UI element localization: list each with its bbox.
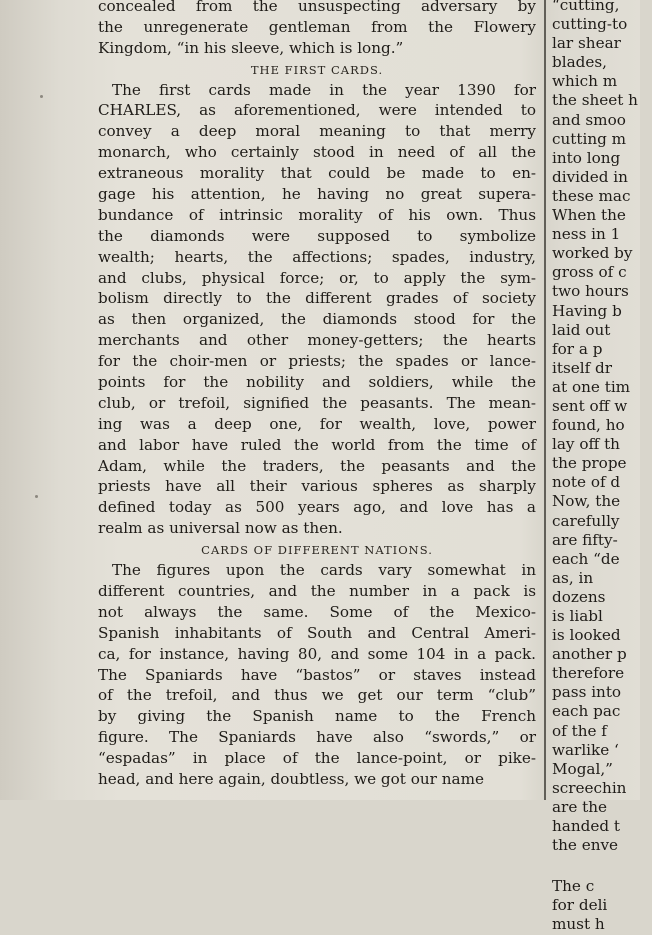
fragment-line: each “de bbox=[552, 549, 620, 568]
fragment-line: are fifty- bbox=[552, 530, 618, 549]
fragment-line: “cutting, bbox=[552, 0, 620, 14]
fragment-line: for a p bbox=[552, 339, 603, 358]
fragment-line: laid out bbox=[552, 320, 611, 339]
fragment-line: carefully bbox=[552, 511, 620, 530]
fragment-line: the prope bbox=[552, 454, 627, 473]
fragment-line: are the bbox=[552, 797, 608, 816]
fragment-line: is looked bbox=[552, 626, 621, 645]
fragment-line: itself dr bbox=[552, 358, 613, 377]
article-line: ing was a deep one, for wealth, love, power bbox=[98, 414, 536, 433]
fragment-line: cutting-to bbox=[552, 15, 628, 34]
fragment-line: handed t bbox=[552, 817, 620, 836]
fragment-line: which m bbox=[552, 72, 618, 91]
article-line: ca, for instance, having 80, and some 104 in a pack. bbox=[98, 644, 536, 663]
fragment-line: divided in bbox=[552, 167, 628, 186]
fragment-line: note of d bbox=[552, 473, 621, 492]
fragment-line: sent off w bbox=[552, 396, 628, 415]
fragment-line: lar shear bbox=[552, 34, 621, 53]
fragment-line: must h bbox=[552, 915, 605, 934]
fragment-line: When the bbox=[552, 206, 626, 225]
column-rule bbox=[544, 0, 546, 800]
article-line: “espadas” in place of the lance-point, or pike- bbox=[98, 749, 536, 768]
fragment-line: of the f bbox=[552, 721, 607, 740]
article-line: by giving the Spanish name to the French bbox=[98, 707, 536, 726]
fragment-line: therefore bbox=[552, 664, 625, 683]
article-line: for the choir-men or priests; the spades or lance- bbox=[98, 352, 536, 371]
fragment-line: screechin bbox=[552, 778, 627, 797]
article-line: Kingdom, “in his sleeve, which is long.” bbox=[98, 38, 404, 57]
fragment-line: two hours bbox=[552, 282, 629, 301]
fragment-line: as, in bbox=[552, 568, 594, 587]
article-line: points for the nobility and soldiers, while the bbox=[98, 373, 536, 392]
fragment-line: found, ho bbox=[552, 416, 625, 435]
article-line: club, or trefoil, signified the peasants. The mean- bbox=[98, 393, 536, 412]
section-heading: CARDS OF DIFFERENT NATIONS. bbox=[201, 543, 433, 558]
fragment-line: dozens bbox=[552, 587, 606, 606]
article-line: The first cards made in the year 1390 for bbox=[112, 80, 536, 99]
article-line: realm as universal now as then. bbox=[98, 519, 343, 538]
paper-speck bbox=[35, 495, 38, 498]
article-line: and labor have ruled the world from the time of bbox=[98, 435, 536, 454]
fragment-line: cutting m bbox=[552, 129, 627, 148]
fragment-line: pass into bbox=[552, 683, 622, 702]
article-line: priests have all their various spheres as sharply bbox=[98, 477, 536, 496]
article-line: of the trefoil, and thus we get our term “club” bbox=[98, 686, 536, 705]
article-line: extraneous morality that could be made to en- bbox=[98, 164, 536, 183]
fragment-line: gross of c bbox=[552, 263, 627, 282]
adjacent-column-fragment bbox=[552, 0, 652, 935]
article-line: head, and here again, doubtless, we got our name bbox=[98, 769, 484, 788]
fragment-line: Mogal,” bbox=[552, 759, 613, 778]
fragment-line: the enve bbox=[552, 836, 619, 855]
fragment-line: these mac bbox=[552, 186, 631, 205]
fragment-line: another p bbox=[552, 645, 627, 664]
fragment-line: ness in 1 bbox=[552, 225, 621, 244]
article-line: The figures upon the cards vary somewhat in bbox=[112, 561, 536, 580]
article-line: as then organized, the diamonds stood for the bbox=[98, 310, 536, 329]
article-line: merchants and other money-getters; the hearts bbox=[98, 331, 536, 350]
article-line: wealth; hearts, the affections; spades, industry, bbox=[98, 247, 536, 266]
article-line: the unregenerate gentleman from the Flowery bbox=[98, 17, 536, 36]
fragment-line: the sheet h bbox=[552, 91, 638, 110]
fragment-line: worked by bbox=[552, 244, 633, 263]
article-line: bolism directly to the different grades of society bbox=[98, 289, 536, 308]
article-line: defined today as 500 years ago, and love has a bbox=[98, 498, 536, 517]
article-line: convey a deep moral meaning to that merry bbox=[98, 122, 536, 141]
fragment-line: warlike ‘ bbox=[552, 740, 619, 759]
article-line: monarch, who certainly stood in need of all the bbox=[98, 143, 536, 162]
article-column bbox=[98, 0, 536, 790]
article-line: Adam, while the traders, the peasants and the bbox=[98, 456, 536, 475]
fragment-line: into long bbox=[552, 148, 621, 167]
article-line: and clubs, physical force; or, to apply the sym- bbox=[98, 268, 536, 287]
article-line: concealed from the unsuspecting adversary by bbox=[98, 0, 536, 15]
article-line: not always the same. Some of the Mexico- bbox=[98, 602, 536, 621]
article-line: figure. The Spaniards have also “swords,” or bbox=[98, 728, 536, 747]
fragment-line: Having b bbox=[552, 301, 622, 320]
article-line: CHARLES, as aforementioned, were intended to bbox=[98, 101, 536, 120]
fragment-line: at one tim bbox=[552, 377, 631, 396]
fragment-line: lay off th bbox=[552, 435, 620, 454]
fragment-line: blades, bbox=[552, 53, 607, 72]
section-heading: THE FIRST CARDS. bbox=[250, 62, 384, 77]
article-line: bundance of intrinsic morality of his own. Thus bbox=[98, 205, 536, 224]
fragment-line: for deli bbox=[552, 896, 608, 915]
fragment-line: Now, the bbox=[552, 492, 621, 511]
paper-speck bbox=[40, 95, 43, 98]
article-line: Spanish inhabitants of South and Central Ameri- bbox=[98, 623, 536, 642]
article-line: different countries, and the number in a pack is bbox=[98, 581, 536, 600]
fragment-line: and smoo bbox=[552, 110, 626, 129]
fragment-line: is liabl bbox=[552, 607, 603, 625]
fragment-line: each pac bbox=[552, 702, 621, 721]
article-line: the diamonds were supposed to symbolize bbox=[98, 226, 536, 245]
article-line: gage his attention, he having no great supera- bbox=[98, 185, 536, 204]
article-line: The Spaniards have “bastos” or staves instead bbox=[98, 665, 536, 684]
fragment-line: The c bbox=[552, 877, 595, 896]
